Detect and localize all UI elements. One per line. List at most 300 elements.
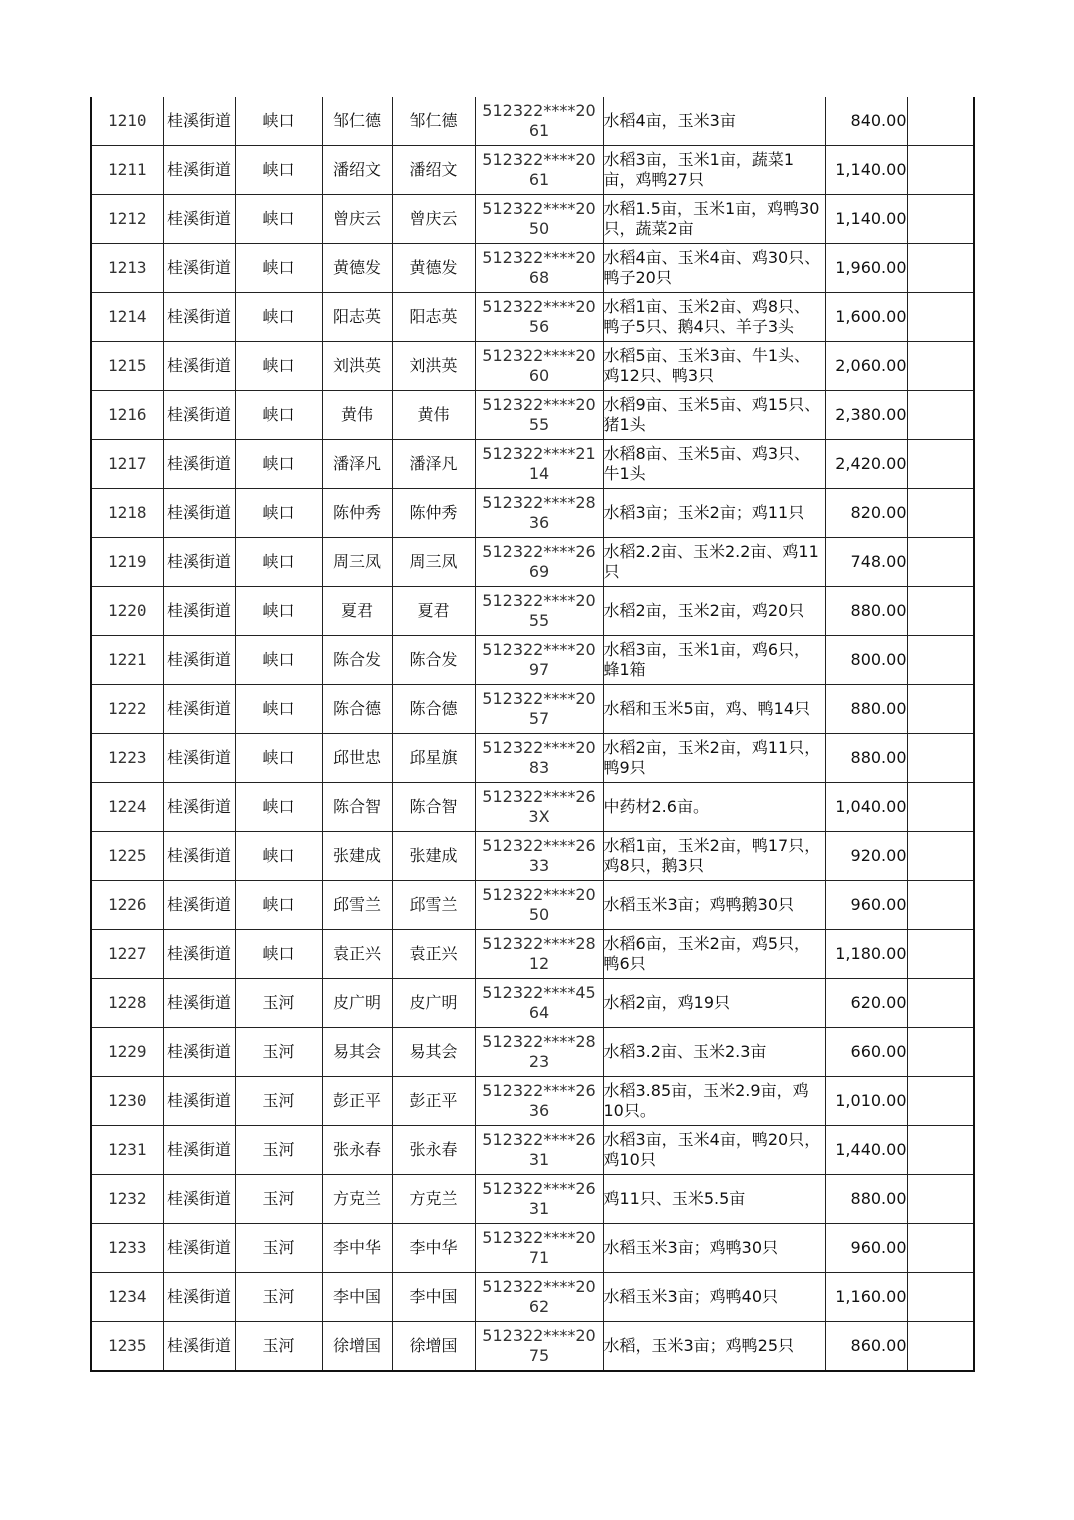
table-row xyxy=(91,1126,974,1175)
street-cell: 桂溪街道 xyxy=(163,1224,235,1273)
street-cell: 桂溪街道 xyxy=(163,881,235,930)
payee-cell: 方克兰 xyxy=(392,1175,475,1224)
id-number-text xyxy=(476,1228,603,1268)
id-number-text xyxy=(476,1130,603,1170)
description-cell: 水稻，玉米3亩；鸡鸭25只 xyxy=(603,1322,825,1372)
name-cell: 潘泽凡 xyxy=(322,440,392,489)
village-cell: 玉河 xyxy=(235,1175,322,1224)
id-number-text xyxy=(476,1277,603,1317)
description-cell: 水稻和玉米5亩，鸡、鸭14只 xyxy=(603,685,825,734)
amount-cell: 960.00 xyxy=(825,1224,907,1273)
id-number-line-2: 75 xyxy=(528,1346,550,1365)
amount-cell: 840.00 xyxy=(825,97,907,146)
id-number-line-1: 512322****20 xyxy=(482,1228,596,1247)
id-number-line-2: 97 xyxy=(528,660,550,679)
remark-cell xyxy=(907,1077,974,1126)
street-cell: 桂溪街道 xyxy=(163,783,235,832)
table-row xyxy=(91,97,974,146)
payee-cell: 阳志英 xyxy=(392,293,475,342)
remark-cell xyxy=(907,244,974,293)
id-number-line-2: 69 xyxy=(528,562,550,581)
name-cell: 李中国 xyxy=(322,1273,392,1322)
id-number-cell xyxy=(475,1175,603,1224)
payee-cell: 陈合智 xyxy=(392,783,475,832)
id-number-cell xyxy=(475,783,603,832)
description-cell: 鸡11只、玉米5.5亩 xyxy=(603,1175,825,1224)
id-number-text xyxy=(476,297,603,337)
row-number-cell: 1226 xyxy=(91,881,163,930)
id-number-line-1: 512322****26 xyxy=(482,787,596,806)
street-cell: 桂溪街道 xyxy=(163,1322,235,1372)
remark-cell xyxy=(907,783,974,832)
row-number-cell: 1222 xyxy=(91,685,163,734)
remark-cell xyxy=(907,1322,974,1372)
village-cell: 峡口 xyxy=(235,734,322,783)
name-cell: 周三凤 xyxy=(322,538,392,587)
id-number-line-1: 512322****45 xyxy=(482,983,596,1002)
id-number-line-2: 23 xyxy=(528,1052,550,1071)
payee-cell: 陈合德 xyxy=(392,685,475,734)
id-number-text xyxy=(476,640,603,680)
village-cell: 峡口 xyxy=(235,342,322,391)
row-number-cell: 1232 xyxy=(91,1175,163,1224)
id-number-cell xyxy=(475,391,603,440)
village-cell: 峡口 xyxy=(235,636,322,685)
name-cell: 曾庆云 xyxy=(322,195,392,244)
remark-cell xyxy=(907,195,974,244)
table-row xyxy=(91,1077,974,1126)
id-number-cell xyxy=(475,636,603,685)
village-cell: 玉河 xyxy=(235,1028,322,1077)
id-number-line-1: 512322****20 xyxy=(482,150,596,169)
amount-cell: 1,040.00 xyxy=(825,783,907,832)
name-cell: 黄德发 xyxy=(322,244,392,293)
remark-cell xyxy=(907,930,974,979)
village-cell: 峡口 xyxy=(235,440,322,489)
row-number-cell: 1210 xyxy=(91,97,163,146)
id-number-cell xyxy=(475,146,603,195)
remark-cell xyxy=(907,636,974,685)
name-cell: 陈合发 xyxy=(322,636,392,685)
remark-cell xyxy=(907,1126,974,1175)
id-number-line-2: 61 xyxy=(528,170,550,189)
name-cell: 李中华 xyxy=(322,1224,392,1273)
table-row xyxy=(91,587,974,636)
village-cell: 峡口 xyxy=(235,538,322,587)
village-cell: 峡口 xyxy=(235,930,322,979)
name-cell: 黄伟 xyxy=(322,391,392,440)
id-number-cell xyxy=(475,734,603,783)
payee-cell: 周三凤 xyxy=(392,538,475,587)
amount-cell: 880.00 xyxy=(825,587,907,636)
name-cell: 邹仁德 xyxy=(322,97,392,146)
id-number-cell xyxy=(475,1028,603,1077)
street-cell: 桂溪街道 xyxy=(163,244,235,293)
id-number-line-1: 512322****20 xyxy=(482,395,596,414)
remark-cell xyxy=(907,293,974,342)
id-number-line-2: 50 xyxy=(528,219,550,238)
id-number-text xyxy=(476,150,603,190)
payee-cell: 陈仲秀 xyxy=(392,489,475,538)
name-cell: 徐增国 xyxy=(322,1322,392,1372)
village-cell: 玉河 xyxy=(235,1322,322,1372)
id-number-line-2: 57 xyxy=(528,709,550,728)
table-row xyxy=(91,146,974,195)
description-cell: 水稻3亩，玉米4亩，鸭20只，鸡10只 xyxy=(603,1126,825,1175)
name-cell: 陈仲秀 xyxy=(322,489,392,538)
street-cell: 桂溪街道 xyxy=(163,195,235,244)
subsidy-table xyxy=(90,97,975,1372)
table-row xyxy=(91,979,974,1028)
name-cell: 阳志英 xyxy=(322,293,392,342)
village-cell: 峡口 xyxy=(235,195,322,244)
row-number-cell: 1235 xyxy=(91,1322,163,1372)
payee-cell: 彭正平 xyxy=(392,1077,475,1126)
table-row xyxy=(91,342,974,391)
row-number-cell: 1228 xyxy=(91,979,163,1028)
remark-cell xyxy=(907,391,974,440)
description-cell: 水稻1.5亩，玉米1亩，鸡鸭30只，蔬菜2亩 xyxy=(603,195,825,244)
street-cell: 桂溪街道 xyxy=(163,1273,235,1322)
description-cell: 水稻3亩，玉米1亩，鸡6只，蜂1箱 xyxy=(603,636,825,685)
row-number-cell: 1218 xyxy=(91,489,163,538)
amount-cell: 2,420.00 xyxy=(825,440,907,489)
village-cell: 峡口 xyxy=(235,587,322,636)
street-cell: 桂溪街道 xyxy=(163,1175,235,1224)
id-number-line-1: 512322****20 xyxy=(482,297,596,316)
table-row xyxy=(91,1028,974,1077)
street-cell: 桂溪街道 xyxy=(163,734,235,783)
description-cell: 水稻1亩，玉米2亩，鸭17只，鸡8只，鹅3只 xyxy=(603,832,825,881)
row-number-cell: 1221 xyxy=(91,636,163,685)
id-number-line-1: 512322****28 xyxy=(482,493,596,512)
table-row xyxy=(91,832,974,881)
street-cell: 桂溪街道 xyxy=(163,538,235,587)
name-cell: 邱世忠 xyxy=(322,734,392,783)
remark-cell xyxy=(907,832,974,881)
id-number-line-2: 31 xyxy=(528,1150,550,1169)
id-number-text xyxy=(476,199,603,239)
description-cell: 水稻玉米3亩；鸡鸭30只 xyxy=(603,1224,825,1273)
village-cell: 峡口 xyxy=(235,489,322,538)
remark-cell xyxy=(907,979,974,1028)
amount-cell: 1,600.00 xyxy=(825,293,907,342)
name-cell: 刘洪英 xyxy=(322,342,392,391)
description-cell: 水稻2亩，玉米2亩，鸡20只 xyxy=(603,587,825,636)
amount-cell: 1,440.00 xyxy=(825,1126,907,1175)
table-row xyxy=(91,440,974,489)
row-number-cell: 1220 xyxy=(91,587,163,636)
id-number-text xyxy=(476,591,603,631)
row-number-cell: 1233 xyxy=(91,1224,163,1273)
id-number-cell xyxy=(475,489,603,538)
amount-cell: 2,380.00 xyxy=(825,391,907,440)
description-cell: 水稻3.2亩、玉米2.3亩 xyxy=(603,1028,825,1077)
payee-cell: 李中国 xyxy=(392,1273,475,1322)
table-body xyxy=(91,97,974,1371)
id-number-line-1: 512322****26 xyxy=(482,542,596,561)
id-number-cell xyxy=(475,832,603,881)
id-number-cell xyxy=(475,685,603,734)
description-cell: 水稻2.2亩、玉米2.2亩、鸡11只 xyxy=(603,538,825,587)
name-cell: 易其会 xyxy=(322,1028,392,1077)
id-number-line-1: 512322****20 xyxy=(482,591,596,610)
table-row xyxy=(91,244,974,293)
payee-cell: 陈合发 xyxy=(392,636,475,685)
payee-cell: 张建成 xyxy=(392,832,475,881)
id-number-line-1: 512322****21 xyxy=(482,444,596,463)
id-number-line-1: 512322****20 xyxy=(482,640,596,659)
description-cell: 水稻3.85亩，玉米2.9亩，鸡10只。 xyxy=(603,1077,825,1126)
remark-cell xyxy=(907,1028,974,1077)
street-cell: 桂溪街道 xyxy=(163,146,235,195)
id-number-cell xyxy=(475,1126,603,1175)
payee-cell: 邱星旗 xyxy=(392,734,475,783)
id-number-cell xyxy=(475,195,603,244)
village-cell: 峡口 xyxy=(235,881,322,930)
id-number-cell xyxy=(475,1224,603,1273)
amount-cell: 800.00 xyxy=(825,636,907,685)
table-row xyxy=(91,783,974,832)
id-number-cell xyxy=(475,293,603,342)
street-cell: 桂溪街道 xyxy=(163,293,235,342)
amount-cell: 820.00 xyxy=(825,489,907,538)
table-row xyxy=(91,881,974,930)
village-cell: 玉河 xyxy=(235,1077,322,1126)
payee-cell: 徐增国 xyxy=(392,1322,475,1372)
village-cell: 峡口 xyxy=(235,293,322,342)
id-number-line-2: 55 xyxy=(528,611,550,630)
name-cell: 陈合智 xyxy=(322,783,392,832)
id-number-line-1: 512322****20 xyxy=(482,101,596,120)
village-cell: 峡口 xyxy=(235,783,322,832)
village-cell: 峡口 xyxy=(235,97,322,146)
table-row xyxy=(91,685,974,734)
table-row xyxy=(91,538,974,587)
id-number-line-2: 61 xyxy=(528,121,550,140)
village-cell: 玉河 xyxy=(235,1224,322,1273)
payee-cell: 皮广明 xyxy=(392,979,475,1028)
row-number-cell: 1213 xyxy=(91,244,163,293)
id-number-line-1: 512322****20 xyxy=(482,248,596,267)
amount-cell: 1,160.00 xyxy=(825,1273,907,1322)
street-cell: 桂溪街道 xyxy=(163,342,235,391)
id-number-line-1: 512322****20 xyxy=(482,1277,596,1296)
amount-cell: 880.00 xyxy=(825,685,907,734)
description-cell: 水稻9亩、玉米5亩、鸡15只、猪1头 xyxy=(603,391,825,440)
id-number-text xyxy=(476,346,603,386)
amount-cell: 2,060.00 xyxy=(825,342,907,391)
row-number-cell: 1231 xyxy=(91,1126,163,1175)
id-number-line-2: 55 xyxy=(528,415,550,434)
id-number-text xyxy=(476,885,603,925)
payee-cell: 夏君 xyxy=(392,587,475,636)
name-cell: 彭正平 xyxy=(322,1077,392,1126)
row-number-cell: 1230 xyxy=(91,1077,163,1126)
id-number-text xyxy=(476,689,603,729)
id-number-line-2: 3X xyxy=(528,807,550,826)
id-number-text xyxy=(476,934,603,974)
name-cell: 张建成 xyxy=(322,832,392,881)
id-number-line-1: 512322****26 xyxy=(482,1081,596,1100)
table-row xyxy=(91,1322,974,1372)
remark-cell xyxy=(907,342,974,391)
description-cell: 水稻4亩、玉米4亩、鸡30只、鸭子20只 xyxy=(603,244,825,293)
amount-cell: 960.00 xyxy=(825,881,907,930)
id-number-line-2: 14 xyxy=(528,464,550,483)
amount-cell: 1,140.00 xyxy=(825,146,907,195)
description-cell: 水稻5亩、玉米3亩、牛1头、鸡12只、鸭3只 xyxy=(603,342,825,391)
village-cell: 峡口 xyxy=(235,391,322,440)
payee-cell: 袁正兴 xyxy=(392,930,475,979)
amount-cell: 748.00 xyxy=(825,538,907,587)
row-number-cell: 1211 xyxy=(91,146,163,195)
name-cell: 方克兰 xyxy=(322,1175,392,1224)
street-cell: 桂溪街道 xyxy=(163,685,235,734)
id-number-line-1: 512322****26 xyxy=(482,1179,596,1198)
row-number-cell: 1212 xyxy=(91,195,163,244)
village-cell: 峡口 xyxy=(235,832,322,881)
remark-cell xyxy=(907,489,974,538)
id-number-text xyxy=(476,395,603,435)
description-cell: 水稻2亩，鸡19只 xyxy=(603,979,825,1028)
id-number-line-2: 33 xyxy=(528,856,550,875)
id-number-text xyxy=(476,1326,603,1366)
description-cell: 水稻2亩，玉米2亩，鸡11只，鸭9只 xyxy=(603,734,825,783)
name-cell: 夏君 xyxy=(322,587,392,636)
row-number-cell: 1224 xyxy=(91,783,163,832)
name-cell: 袁正兴 xyxy=(322,930,392,979)
street-cell: 桂溪街道 xyxy=(163,636,235,685)
street-cell: 桂溪街道 xyxy=(163,1126,235,1175)
name-cell: 潘绍文 xyxy=(322,146,392,195)
payee-cell: 邹仁德 xyxy=(392,97,475,146)
id-number-line-1: 512322****20 xyxy=(482,199,596,218)
row-number-cell: 1216 xyxy=(91,391,163,440)
id-number-text xyxy=(476,444,603,484)
row-number-cell: 1219 xyxy=(91,538,163,587)
name-cell: 邱雪兰 xyxy=(322,881,392,930)
row-number-cell: 1225 xyxy=(91,832,163,881)
id-number-cell xyxy=(475,538,603,587)
amount-cell: 880.00 xyxy=(825,1175,907,1224)
village-cell: 玉河 xyxy=(235,1126,322,1175)
description-cell: 水稻6亩，玉米2亩，鸡5只，鸭6只 xyxy=(603,930,825,979)
row-number-cell: 1234 xyxy=(91,1273,163,1322)
street-cell: 桂溪街道 xyxy=(163,832,235,881)
id-number-line-2: 56 xyxy=(528,317,550,336)
amount-cell: 1,960.00 xyxy=(825,244,907,293)
street-cell: 桂溪街道 xyxy=(163,97,235,146)
payee-cell: 黄德发 xyxy=(392,244,475,293)
row-number-cell: 1227 xyxy=(91,930,163,979)
id-number-text xyxy=(476,493,603,533)
id-number-line-2: 62 xyxy=(528,1297,550,1316)
id-number-line-2: 71 xyxy=(528,1248,550,1267)
village-cell: 峡口 xyxy=(235,244,322,293)
description-cell: 水稻8亩、玉米5亩、鸡3只、牛1头 xyxy=(603,440,825,489)
id-number-line-2: 36 xyxy=(528,1101,550,1120)
amount-cell: 660.00 xyxy=(825,1028,907,1077)
street-cell: 桂溪街道 xyxy=(163,440,235,489)
id-number-line-2: 60 xyxy=(528,366,550,385)
village-cell: 峡口 xyxy=(235,146,322,195)
village-cell: 玉河 xyxy=(235,979,322,1028)
row-number-cell: 1229 xyxy=(91,1028,163,1077)
id-number-line-1: 512322****20 xyxy=(482,1326,596,1345)
remark-cell xyxy=(907,1175,974,1224)
table-row xyxy=(91,930,974,979)
id-number-text xyxy=(476,101,603,141)
id-number-line-2: 83 xyxy=(528,758,550,777)
name-cell: 皮广明 xyxy=(322,979,392,1028)
table-row xyxy=(91,1273,974,1322)
row-number-cell: 1223 xyxy=(91,734,163,783)
remark-cell xyxy=(907,881,974,930)
description-cell: 水稻玉米3亩；鸡鸭鹅30只 xyxy=(603,881,825,930)
id-number-cell xyxy=(475,342,603,391)
amount-cell: 1,010.00 xyxy=(825,1077,907,1126)
table-row xyxy=(91,1224,974,1273)
table-row xyxy=(91,1175,974,1224)
payee-cell: 易其会 xyxy=(392,1028,475,1077)
name-cell: 张永春 xyxy=(322,1126,392,1175)
id-number-text xyxy=(476,248,603,288)
table-row xyxy=(91,293,974,342)
payee-cell: 潘绍文 xyxy=(392,146,475,195)
id-number-cell xyxy=(475,881,603,930)
description-cell: 中药材2.6亩。 xyxy=(603,783,825,832)
street-cell: 桂溪街道 xyxy=(163,587,235,636)
description-cell: 水稻3亩，玉米1亩，蔬菜1亩，鸡鸭27只 xyxy=(603,146,825,195)
remark-cell xyxy=(907,440,974,489)
id-number-cell xyxy=(475,1322,603,1372)
payee-cell: 张永春 xyxy=(392,1126,475,1175)
id-number-line-1: 512322****26 xyxy=(482,836,596,855)
description-cell: 水稻4亩，玉米3亩 xyxy=(603,97,825,146)
table-row xyxy=(91,734,974,783)
row-number-cell: 1215 xyxy=(91,342,163,391)
id-number-cell xyxy=(475,440,603,489)
remark-cell xyxy=(907,1273,974,1322)
id-number-line-1: 512322****20 xyxy=(482,885,596,904)
id-number-line-2: 64 xyxy=(528,1003,550,1022)
row-number-cell: 1217 xyxy=(91,440,163,489)
id-number-text xyxy=(476,836,603,876)
street-cell: 桂溪街道 xyxy=(163,489,235,538)
id-number-cell xyxy=(475,930,603,979)
id-number-text xyxy=(476,542,603,582)
street-cell: 桂溪街道 xyxy=(163,1077,235,1126)
id-number-line-2: 36 xyxy=(528,513,550,532)
remark-cell xyxy=(907,1224,974,1273)
id-number-line-2: 31 xyxy=(528,1199,550,1218)
payee-cell: 潘泽凡 xyxy=(392,440,475,489)
id-number-cell xyxy=(475,1273,603,1322)
id-number-text xyxy=(476,738,603,778)
remark-cell xyxy=(907,587,974,636)
remark-cell xyxy=(907,538,974,587)
id-number-cell xyxy=(475,244,603,293)
remark-cell xyxy=(907,685,974,734)
row-number-cell: 1214 xyxy=(91,293,163,342)
description-cell: 水稻3亩；玉米2亩；鸡11只 xyxy=(603,489,825,538)
id-number-text xyxy=(476,787,603,827)
name-cell: 陈合德 xyxy=(322,685,392,734)
amount-cell: 1,180.00 xyxy=(825,930,907,979)
village-cell: 玉河 xyxy=(235,1273,322,1322)
table-row xyxy=(91,489,974,538)
